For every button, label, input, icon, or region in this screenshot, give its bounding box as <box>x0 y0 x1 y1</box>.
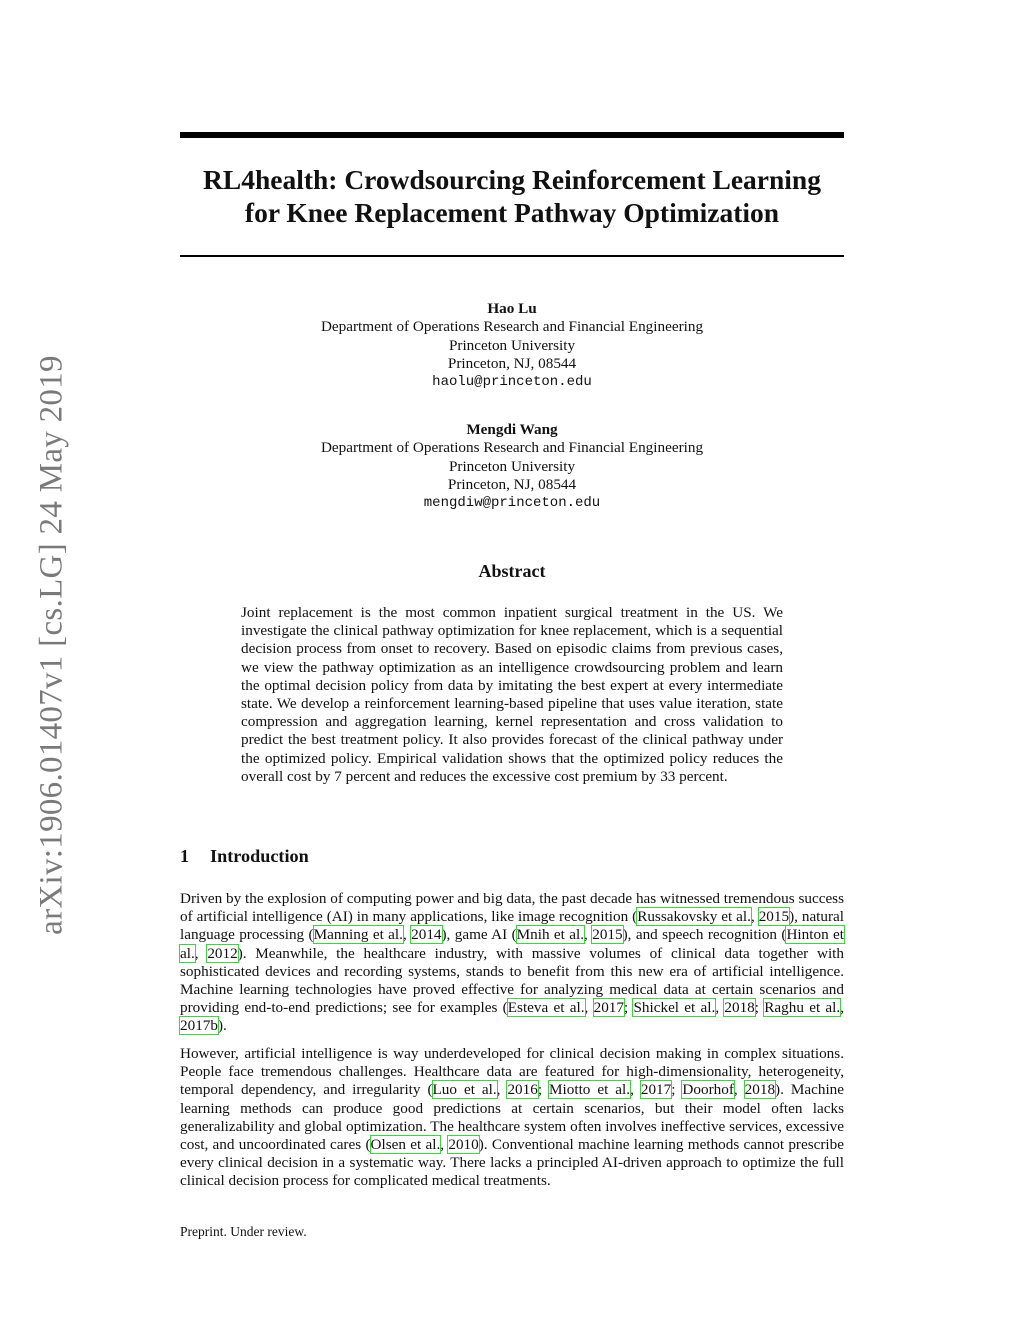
intro-paragraph-2 <box>180 1045 844 1191</box>
citation-link[interactable]: Russakovsky et al. <box>637 908 751 926</box>
author-university: Princeton University <box>448 457 576 475</box>
section-title: Introduction <box>210 846 309 866</box>
paragraph-text: , <box>584 926 593 944</box>
citation-year-link[interactable]: 2016 <box>507 1081 538 1099</box>
citation-link[interactable]: Luo et al. <box>432 1081 497 1099</box>
citation-year-link[interactable]: 2017b <box>180 1017 218 1035</box>
author-address: Princeton, NJ, 08544 <box>447 475 577 493</box>
citation-link[interactable]: Mnih et al. <box>516 926 585 944</box>
citation-year-link[interactable]: 2010 <box>448 1136 479 1154</box>
paragraph-text: ), game AI ( <box>441 926 517 944</box>
author-name: Hao Lu <box>487 300 537 317</box>
section-number: 1 <box>180 846 190 866</box>
paragraph-text: ), and speech recognition ( <box>622 926 787 944</box>
author-email[interactable]: mengdiw@princeton.edu <box>423 495 601 512</box>
citation-year-link[interactable]: 2018 <box>744 1081 776 1099</box>
paragraph-text: , <box>750 908 759 926</box>
paragraph-text: ), natural language processing ( <box>180 908 845 944</box>
citation-link[interactable]: Miotto et al. <box>549 1081 631 1099</box>
paper-title <box>180 163 844 229</box>
author-university: Princeton University <box>448 336 576 354</box>
author-name: Mengdi Wang <box>466 421 558 438</box>
title-line-1: RL4health: Crowdsourcing Reinforcement Learning <box>203 164 821 195</box>
paragraph-text: ; <box>754 999 765 1017</box>
abstract-text: Joint replacement is the most common inpatient surgical treatment in the US. We investigate the clinical pathway optimization for knee replacement, which is a sequential decision process from onset to recovery. Based on episodic claims from previous cases, we view the pathway optimization as an intelligence crowdsourcing problem and learn the optimal decision policy from data by imitating the best expert at every intermediate state. We develop a reinforcement learning-based pipeline that uses value iteration, state compression and aggregation learning, kernel representation and cross validation to predict the best treatment policy. It also provides forecast of the clinical pathway under the optimized policy. Empirical validation shows that the optimized policy reduces the overall cost by 7 percent and reduces the excessive cost premium by 33 percent. <box>241 604 783 785</box>
paragraph-text: , <box>496 1081 508 1099</box>
paragraph-text: ). Machine learning methods can produce good predictions at certain scenarios, but their model often lacks generalizability and global optimization. The healthcare system often involves ineffective services, excessive cost, and uncoordinated cares ( <box>180 1081 845 1154</box>
author-block-2 <box>180 421 844 512</box>
paragraph-text: , <box>840 999 844 1017</box>
paragraph-text: ). Meanwhile, the healthcare industry, with massive volumes of clinical data together with sophisticated devices and recording systems, stands to benefit from this new era of artificial intelligence. Machine learning technologies have proved effective for analyzing medical data at certain scenarios and providing end-to-end predictions; see for examples ( <box>180 944 844 1017</box>
citation-link[interactable]: Manning et al. <box>313 926 403 944</box>
citation-year-link[interactable]: 2015 <box>592 926 623 944</box>
author-address: Princeton, NJ, 08544 <box>447 354 577 372</box>
citation-year-link[interactable]: 2012 <box>207 944 238 962</box>
paragraph-text: , <box>440 1136 449 1154</box>
citation-link[interactable]: Hinton et al. <box>180 926 845 962</box>
intro-paragraph-1 <box>180 890 844 1036</box>
paragraph-text: However, artificial intelligence is way underdeveloped for clinical decision making in complex situations. People face tremendous challenges. Healthcare data are featured for high-dimensionality, heterogeneity, temporal dependency, and irregularity ( <box>180 1045 844 1099</box>
paragraph-text: , <box>194 944 208 962</box>
citation-link[interactable]: Shickel et al. <box>633 999 716 1017</box>
paragraph-text: ). Conventional machine learning methods cannot prescribe every clinical decision in a systematic way. There lacks a principled AI-driven approach to optimize the full clinical decision process for complicated medical treatments. <box>180 1136 844 1190</box>
author-block-1 <box>180 300 844 391</box>
paragraph-text: , <box>733 1081 745 1099</box>
section-heading-introduction <box>180 846 309 867</box>
footer-note: Preprint. Under review. <box>180 1224 307 1239</box>
citation-year-link[interactable]: 2017 <box>593 999 624 1017</box>
citation-year-link[interactable]: 2015 <box>758 908 790 926</box>
paragraph-text: Driven by the explosion of computing power and big data, the past decade has witnessed tremendous success of artificial intelligence (AI) in many applications, like image recognition ( <box>180 890 844 926</box>
citation-year-link[interactable]: 2017 <box>640 1081 672 1099</box>
title-top-rule <box>180 132 844 138</box>
paragraph-text: ; <box>671 1081 683 1099</box>
citation-link[interactable]: Raghu et al. <box>764 999 841 1017</box>
paragraph-text: , <box>584 999 594 1017</box>
paragraph-text: , <box>630 1081 641 1099</box>
author-email[interactable]: haolu@princeton.edu <box>432 374 592 391</box>
author-department: Department of Operations Research and Financial Engineering <box>320 439 704 457</box>
title-bottom-rule <box>180 255 844 257</box>
paragraph-text: ). <box>217 1017 227 1035</box>
citation-year-link[interactable]: 2018 <box>724 999 755 1017</box>
citation-year-link[interactable]: 2014 <box>411 926 442 944</box>
abstract-heading: Abstract <box>478 561 546 581</box>
paragraph-text: , <box>715 999 725 1017</box>
paragraph-text: , <box>402 926 412 944</box>
citation-link[interactable]: Olsen et al. <box>370 1136 441 1154</box>
citation-link[interactable]: Doorhof <box>682 1081 734 1099</box>
arxiv-identifier-stamp: arXiv:1906.01407v1 [cs.LG] 24 May 2019 <box>33 355 70 935</box>
author-department: Department of Operations Research and Financial Engineering <box>320 318 704 336</box>
paragraph-text: ; <box>537 1081 550 1099</box>
title-line-2: for Knee Replacement Pathway Optimization <box>244 197 780 228</box>
paragraph-text: ; <box>623 999 634 1017</box>
citation-link[interactable]: Esteva et al. <box>507 999 585 1017</box>
